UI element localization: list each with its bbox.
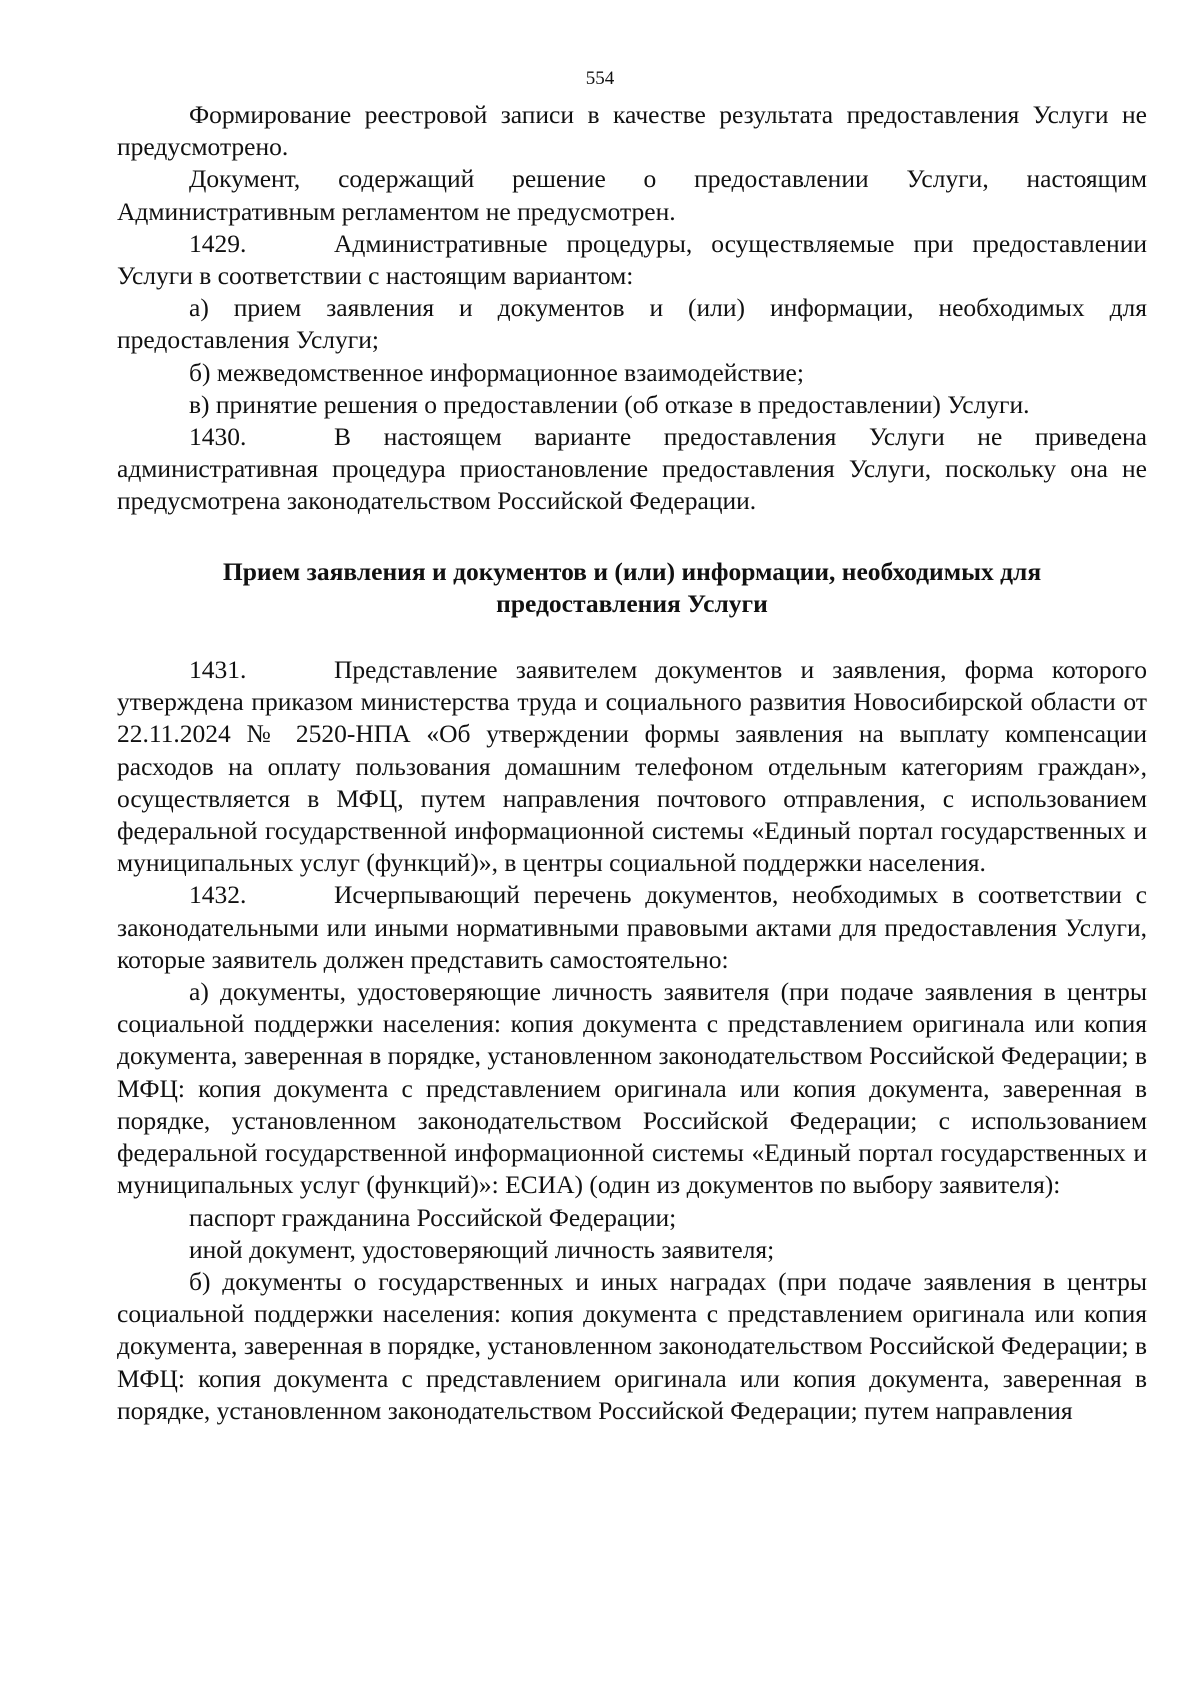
section-heading <box>117 556 1147 620</box>
paragraph-text: В настоящем варианте предоставления Услуги не приведена административная процедура приостановление предоставления Услуги, поскольку она не предусмотрена законодательством Российской Федерации. <box>117 422 1147 516</box>
paragraph-text: паспорт гражданина Российской Федерации; <box>189 1202 677 1232</box>
paragraph-1429 <box>117 228 1147 292</box>
paragraph-text: Формирование реестровой записи в качестве результата предоставления Услуги не предусмотрено. <box>117 100 1147 162</box>
paragraph-text: Исчерпывающий перечень документов, необходимых в соответствии с законодательными или иными нормативными правовыми актами для предоставления Услуги, которые заявитель должен представить самостоятельно: <box>117 880 1147 974</box>
paragraph-p4 <box>117 292 1147 356</box>
paragraph-text: а) прием заявления и документов и (или) информации, необходимых для предоставления Услуги; <box>117 293 1147 355</box>
paragraph-number: 1431. <box>189 655 247 685</box>
paragraph-p5 <box>117 357 1147 389</box>
paragraphs-bottom <box>117 654 1147 1427</box>
paragraph-text: Представление заявителем документов и заявления, форма которого утверждена приказом министерства труда и социального развития Новосибирской области от 22.11.2024 № 2520-НПА «Об утверждении формы заявления на выплату компенсации расходов на оплату пользования домашним телефоном отдельным категориям граждан», осуществляется в МФЦ, путем направления почтового отправления, с использованием федеральной государственной информационной системы «Единый портал государственных и муниципальных услуг (функций)», в центры социальной поддержки населения. <box>117 655 1147 878</box>
paragraph-p13 <box>117 1266 1147 1427</box>
page-number: 554 <box>585 68 615 89</box>
paragraph-p6 <box>117 389 1147 421</box>
paragraph-text: Административные процедуры, осуществляемые при предоставлении Услуги в соответствии с настоящим вариантом: <box>117 228 1147 291</box>
paragraph-number: 1430. <box>189 422 247 452</box>
paragraph-text: в) принятие решения о предоставлении (об отказе в предоставлении) Услуги. <box>189 389 1030 419</box>
paragraphs-top <box>117 99 1147 518</box>
paragraph-text: Документ, содержащий решение о предоставлении Услуги, настоящим Административным регламентом не предусмотрен. <box>117 164 1147 226</box>
document-body <box>117 99 1147 1427</box>
paragraph-text: иной документ, удостоверяющий личность заявителя; <box>189 1234 775 1264</box>
paragraph-1432 <box>117 879 1147 976</box>
section-heading-line1: Прием заявления и документов и (или) информации, необходимых для <box>222 556 1042 586</box>
paragraph-p1 <box>117 99 1147 163</box>
paragraph-number: 1432. <box>189 880 247 910</box>
paragraph-p10 <box>117 976 1147 1201</box>
paragraph-p11 <box>117 1202 1147 1234</box>
paragraph-p2 <box>117 163 1147 227</box>
paragraph-text: б) документы о государственных и иных наградах (при подаче заявления в центры социальной поддержки населения: копия документа с представлением оригинала или копия документа, заверенная в порядке, установленном законодательством Российской Федерации; в МФЦ: копия документа с представлением оригинала или копия документа, заверенная в порядке, установленном законодательством Российской Федерации; путем направления <box>117 1266 1147 1425</box>
paragraph-1431 <box>117 654 1147 879</box>
section-heading-line2: предоставления Услуги <box>496 588 768 618</box>
paragraph-number: 1429. <box>189 228 247 258</box>
paragraph-text: а) документы, удостоверяющие личность заявителя (при подаче заявления в центры социальной поддержки населения: копия документа с представлением оригинала или копия документа, заверенная в порядке, установленном законодательством Российской Федерации; в МФЦ: копия документа с представлением оригинала или копия документа, заверенная в порядке, установленном законодательством Российской Федерации; с использованием федеральной государственной информационной системы «Единый портал государственных и муниципальных услуг (функций)»: ЕСИА) (один из документов по выбору заявителя): <box>117 977 1147 1200</box>
paragraph-p12 <box>117 1234 1147 1266</box>
paragraph-text: б) межведомственное информационное взаимодействие; <box>189 357 804 387</box>
paragraph-1430 <box>117 421 1147 518</box>
